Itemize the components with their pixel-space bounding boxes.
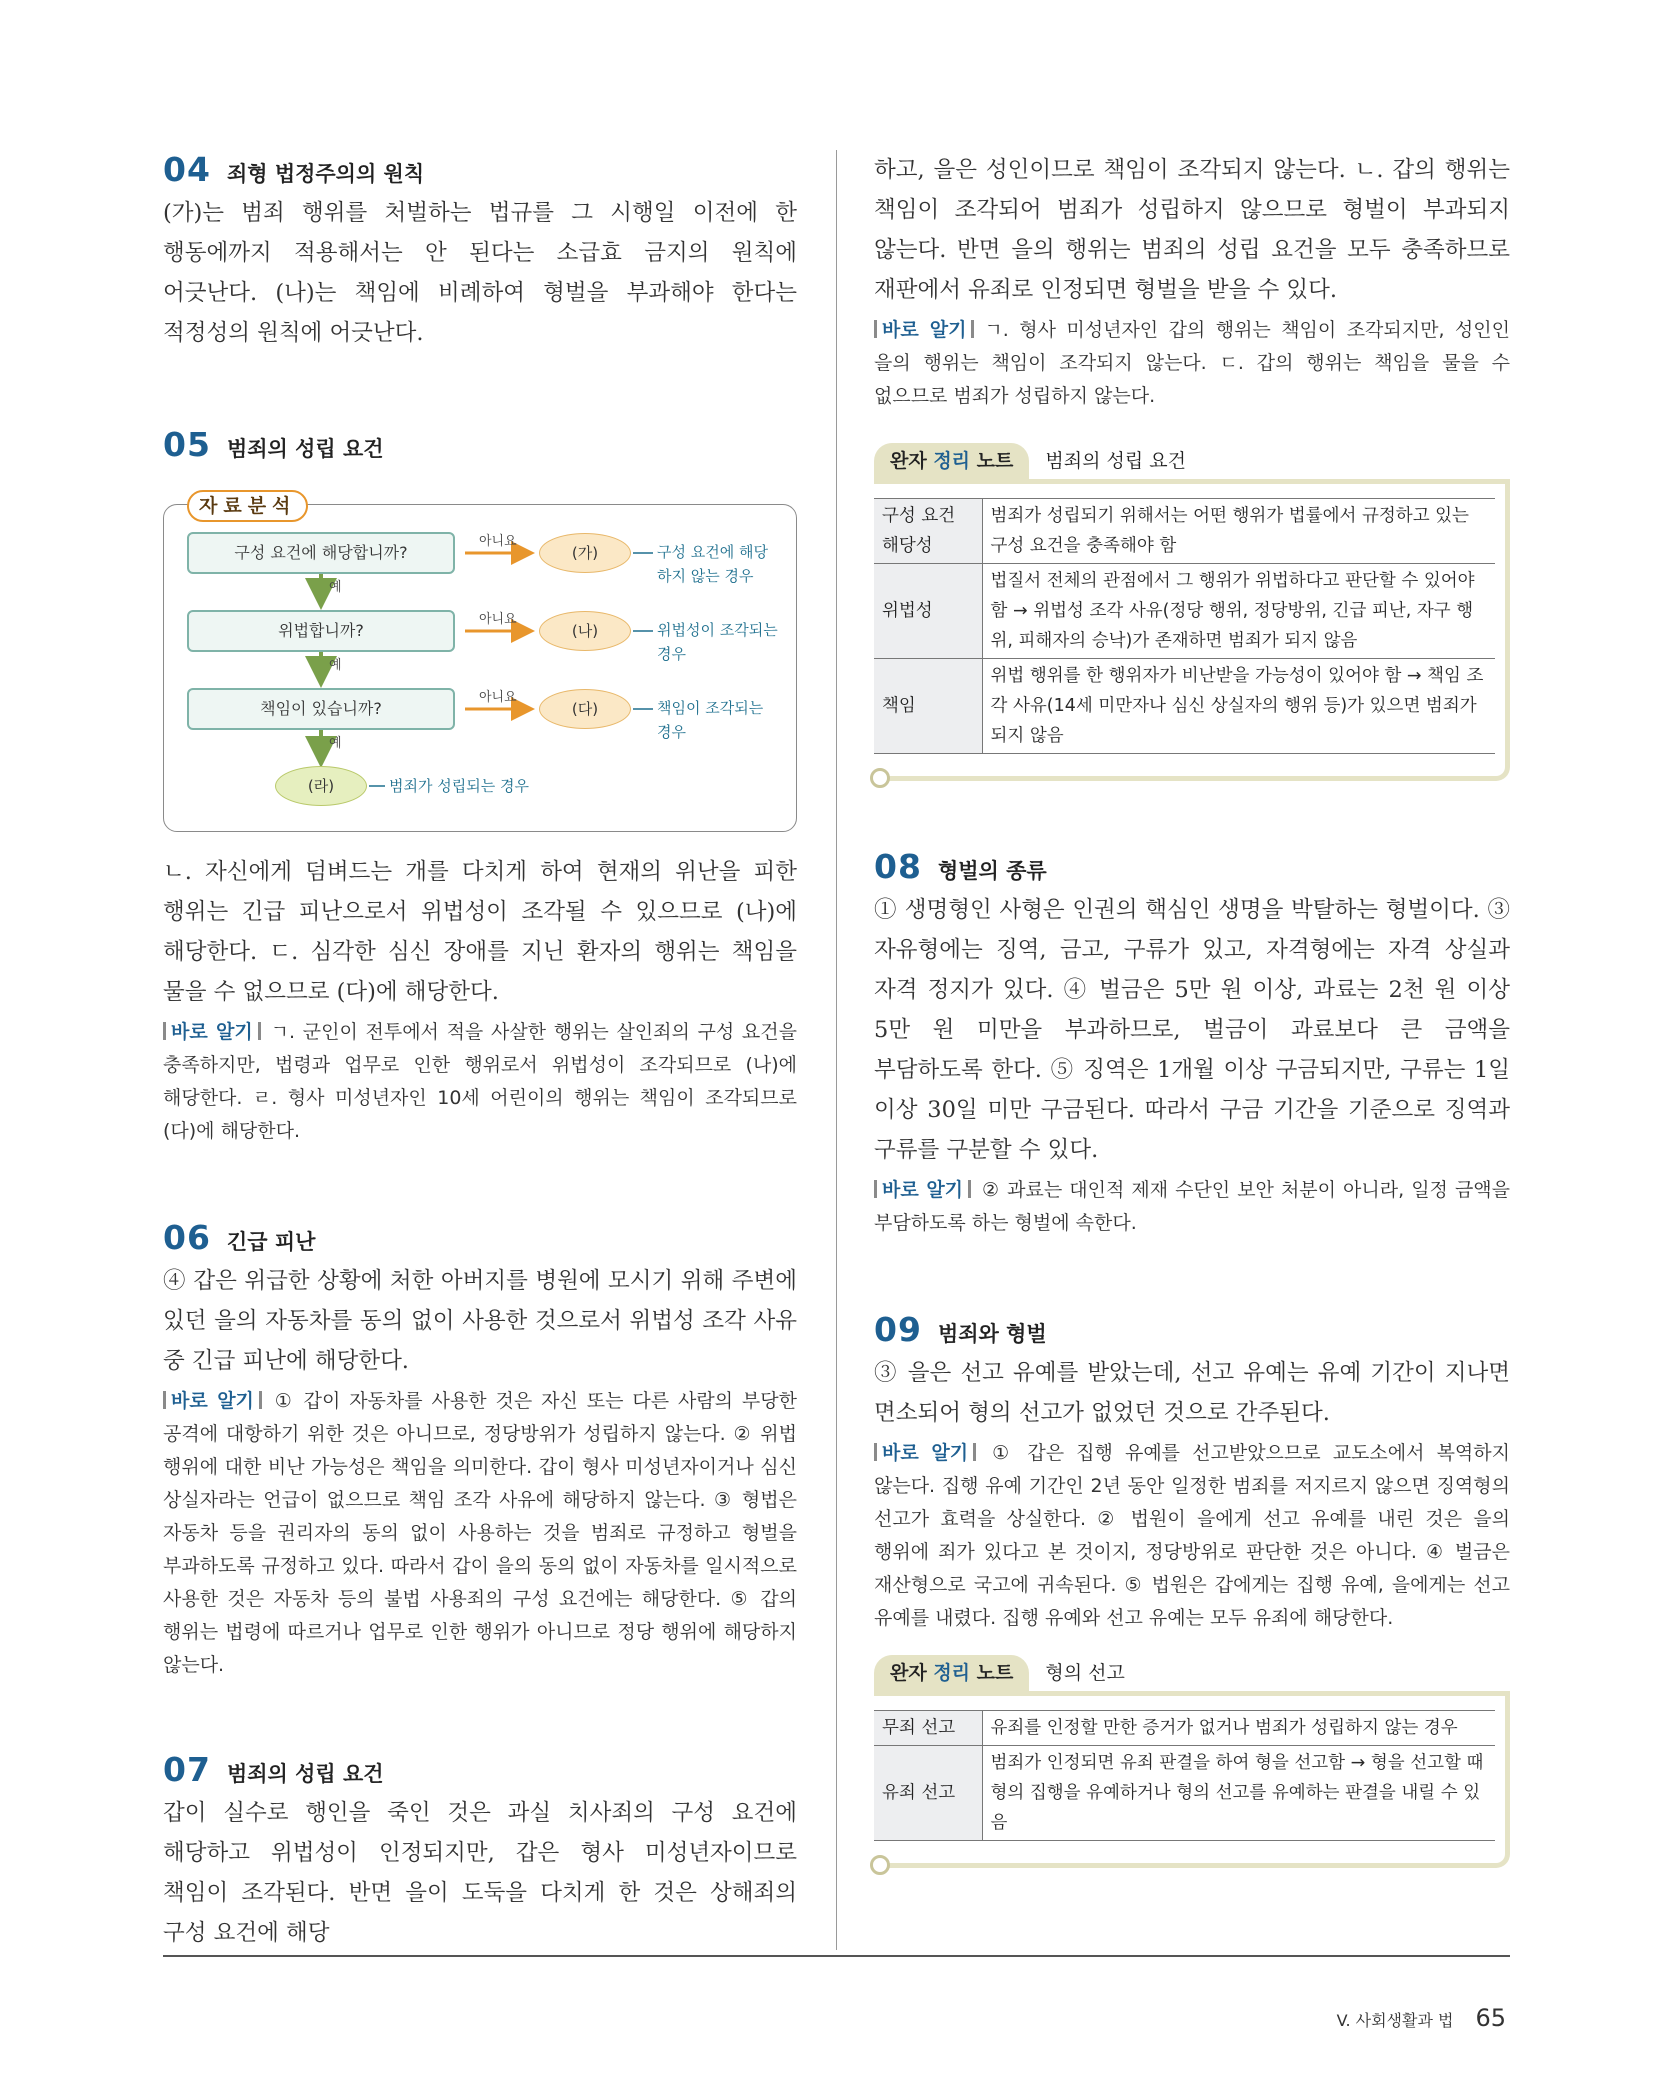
section-title: 형벌의 종류 [937,859,1047,883]
section-body-continued: 하고, 을은 성인이므로 책임이 조각되지 않는다. ㄴ. 갑의 행위는 책임이 조각되어 범죄가 성립하지 않으므로 형벌이 부과되지 않는다. 반면 을의 행위는 범죄의 성립 요건을 모두 충족하므로 재판에서 유죄로 인정되면 형벌을 받을 수 있다. [874,157,1510,303]
table-row [874,659,1495,754]
section-body: ③ 을은 선고 유예를 받았는데, 선고 유예는 유예 기간이 지나면 면소되어 형의 선고가 없었던 것으로 간주된다. [874,1360,1510,1426]
section-08 [874,847,1510,1240]
section-body: (가)는 범죄 행위를 처벌하는 법규를 그 시행일 이전에 한 행동에까지 적용해서는 안 된다는 소급효 금지의 원칙에 어긋난다. (나)는 책임에 비례하여 형벌을 부과해야 한다는 적정성의 원칙에 어긋난다. [163,200,797,346]
summary-box [874,1691,1510,1868]
section-09 [874,1310,1510,1635]
yes-label: 예 [329,658,342,673]
section-number: 05 [163,425,211,464]
no-label: 아니요 [479,690,517,705]
summary-note-crime-requirements [874,443,1510,781]
row-key: 책임 [874,659,982,754]
chapter-label: V. 사회생활과 법 [1336,2011,1454,2030]
outcome-description: 구성 요건에 해당 하지 않는 경우 [657,543,768,585]
section-body: ④ 갑은 위급한 상황에 처한 아버지를 병원에 모시기 위해 주변에 있던 을의 자동차를 동의 없이 사용한 것으로서 위법성 조각 사유 중 긴급 피난에 해당한다. [163,1268,797,1374]
row-value: 위법 행위를 한 행위자가 비난받을 가능성이 있어야 함 → 책임 조각 사유(14세 미만자나 심신 상실자의 행위 등)가 있으면 범죄가 되지 않음 [982,659,1495,754]
outcome-description: 책임이 조각되는 경우 [657,699,764,741]
question-box: 구성 요건에 해당합니까? [187,532,455,574]
question-box: 위법합니까? [187,610,455,652]
section-title: 범죄의 성립 요건 [226,437,384,461]
outcome-oval: (다) [539,689,631,729]
section-06 [163,1218,797,1682]
baro-label: 바로 알기 [163,1021,261,1043]
section-number: 08 [874,847,922,886]
outcome-description: 범죄가 성립되는 경우 [389,777,529,795]
section-body: ① 생명형인 사형은 인권의 핵심인 생명을 박탈하는 형벌이다. ③ 자유형에는 징역, 금고, 구류가 있고, 자격형에는 자격 상실과 자격 정지가 있다. ④ 벌금은 5만 원 이상, 과료는 2천 원 이상 5만 원 미만을 부과하므로, 벌금이 과료보다 큰 금액을 부담하도록 한다. ⑤ 징역은 1개월 이상 구금되지만, 구류는 1일 이상 30일 미만 구금된다. 따라서 구금 기간을 기준으로 징역과 구류를 구분할 수 있다. [874,897,1510,1163]
section-body: ㄴ. 자신에게 덤벼드는 개를 다치게 하여 현재의 위난을 피한 행위는 긴급 피난으로서 위법성이 조각될 수 있으므로 (나)에 해당한다. ㄷ. 심각한 심신 장애를 지닌 환자의 행위는 책임을 물을 수 없으므로 (다)에 해당한다. [163,859,797,1005]
summary-box [874,479,1510,781]
section-number: 04 [163,150,211,189]
page-number: 65 [1475,2004,1506,2032]
outcome-description: 위법성이 조각되는 경우 [657,621,778,663]
diagram-badge: 자료분석 [187,490,308,522]
right-column [874,150,1510,1868]
yes-label: 예 [329,736,342,751]
summary-tab: 완자 정리 노트 [874,443,1029,479]
baro-note: 바로 알기 ① 갑은 집행 유예를 선고받았으므로 교도소에서 복역하지 않는다. 집행 유예 기간인 2년 동안 일정한 범죄를 저지르지 않으면 징역형의 선고가 효력을 상실한다. ② 법원이 을에게 선고 유예를 내린 것은 을의 행위에 죄가 있다고 본 것이지, 정당방위로 판단한 것은 아니다. ④ 벌금은 재산형으로 국고에 귀속된다. ⑤ 법원은 갑에게는 집행 유예, 을에게는 선고 유예를 내렸다. 집행 유예와 선고 유예는 모두 유죄에 해당한다. [874,1442,1510,1629]
page-footer [1337,2004,1506,2032]
flow-diagram [163,490,797,832]
baro-note: 바로 알기 ① 갑이 자동차를 사용한 것은 자신 또는 다른 사람의 부당한 공격에 대항하기 위한 것은 아니므로, 정당방위가 성립하지 않는다. ② 위법 행위에 대한 비난 가능성은 책임을 의미한다. 갑이 형사 미성년자이거나 심신 상실자라는 언급이 없으므로 책임 조각 사유에 해당하지 않는다. ③ 형법은 자동차 등을 권리자의 동의 없이 사용하는 것을 범죄로 규정하고 형벌을 부과하도록 규정하고 있다. 따라서 갑이 을의 동의 없이 자동차를 일시적으로 사용한 것은 자동차 등의 불법 사용죄의 구성 요건에는 해당한다. ⑤ 갑의 행위는 법령에 따르거나 업무로 인한 행위가 아니므로 정당 행위에 해당하지 않는다. [163,1390,797,1676]
outcome-oval-final: (라) [275,766,367,806]
bottom-rule [163,1955,1510,1957]
summary-title: 범죄의 성립 요건 [1045,450,1186,472]
row-value: 법질서 전체의 관점에서 그 행위가 위법하다고 판단할 수 있어야 함 → 위법성 조각 사유(정당 행위, 정당방위, 긴급 피난, 자구 행위, 피해자의 승낙)가 존재하면 범죄가 되지 않음 [982,564,1495,659]
row-value: 유죄를 인정할 만한 증거가 없거나 범죄가 성립하지 않는 경우 [982,1711,1495,1746]
summary-table [874,498,1495,754]
section-title: 범죄의 성립 요건 [226,1762,384,1786]
yes-label: 예 [329,580,342,595]
row-key: 유죄 선고 [874,1746,982,1841]
table-row [874,499,1495,564]
section-title: 범죄와 형벌 [937,1322,1047,1346]
summary-note-sentencing [874,1655,1510,1868]
left-column [163,150,797,1953]
baro-label: 바로 알기 [874,1442,976,1464]
no-label: 아니요 [479,534,517,549]
column-divider [836,150,837,1950]
no-label: 아니요 [479,612,517,627]
baro-note: 바로 알기 ㄱ. 형사 미성년자인 갑의 행위는 책임이 조각되지만, 성인인 을의 행위는 책임이 조각되지 않는다. ㄷ. 갑의 행위는 책임을 물을 수 없으므로 범죄가 성립하지 않는다. [874,319,1510,407]
section-05 [163,425,797,1148]
section-number: 06 [163,1218,211,1257]
question-box: 책임이 있습니까? [187,688,455,730]
row-key: 구성 요건 해당성 [874,499,982,564]
section-body: 갑이 실수로 행인을 죽인 것은 과실 치사죄의 구성 요건에 해당하고 위법성이 인정되지만, 갑은 형사 미성년자이므로 책임이 조각된다. 반면 을이 도둑을 다치게 한 것은 상해죄의 구성 요건에 해당 [163,1800,797,1946]
row-value: 범죄가 인정되면 유죄 판결을 하여 형을 선고함 → 형을 선고할 때 형의 집행을 유예하거나 형의 선고를 유예하는 판결을 내릴 수 있음 [982,1746,1495,1841]
baro-note: 바로 알기 ② 과료는 대인적 제재 수단인 보안 처분이 아니라, 일정 금액을 부담하도록 하는 형벌에 속한다. [874,1179,1511,1234]
section-number: 09 [874,1310,922,1349]
section-title: 죄형 법정주의의 원칙 [226,162,425,186]
section-04 [163,150,797,353]
row-key: 무죄 선고 [874,1711,982,1746]
row-key: 위법성 [874,564,982,659]
table-row [874,1746,1495,1841]
summary-table [874,1710,1495,1841]
baro-label: 바로 알기 [874,1179,971,1201]
baro-label: 바로 알기 [163,1390,262,1412]
section-07 [163,1750,797,1953]
summary-title: 형의 선고 [1045,1662,1125,1684]
summary-tab: 완자 정리 노트 [874,1655,1029,1691]
baro-label: 바로 알기 [874,319,974,341]
table-row [874,564,1495,659]
outcome-oval: (가) [539,533,631,573]
section-number: 07 [163,1750,211,1789]
baro-note: 바로 알기 ㄱ. 군인이 전투에서 적을 사살한 행위는 살인죄의 구성 요건을 충족하지만, 법령과 업무로 인한 행위로서 위법성이 조각되므로 (나)에 해당한다. ㄹ. 형사 미성년자인 10세 어린이의 행위는 책임이 조각되므로 (다)에 해당한다. [163,1021,797,1142]
table-row [874,1711,1495,1746]
row-value: 범죄가 성립되기 위해서는 어떤 행위가 법률에서 규정하고 있는 구성 요건을 충족해야 함 [982,499,1495,564]
outcome-oval: (나) [539,611,631,651]
section-title: 긴급 피난 [226,1230,316,1254]
